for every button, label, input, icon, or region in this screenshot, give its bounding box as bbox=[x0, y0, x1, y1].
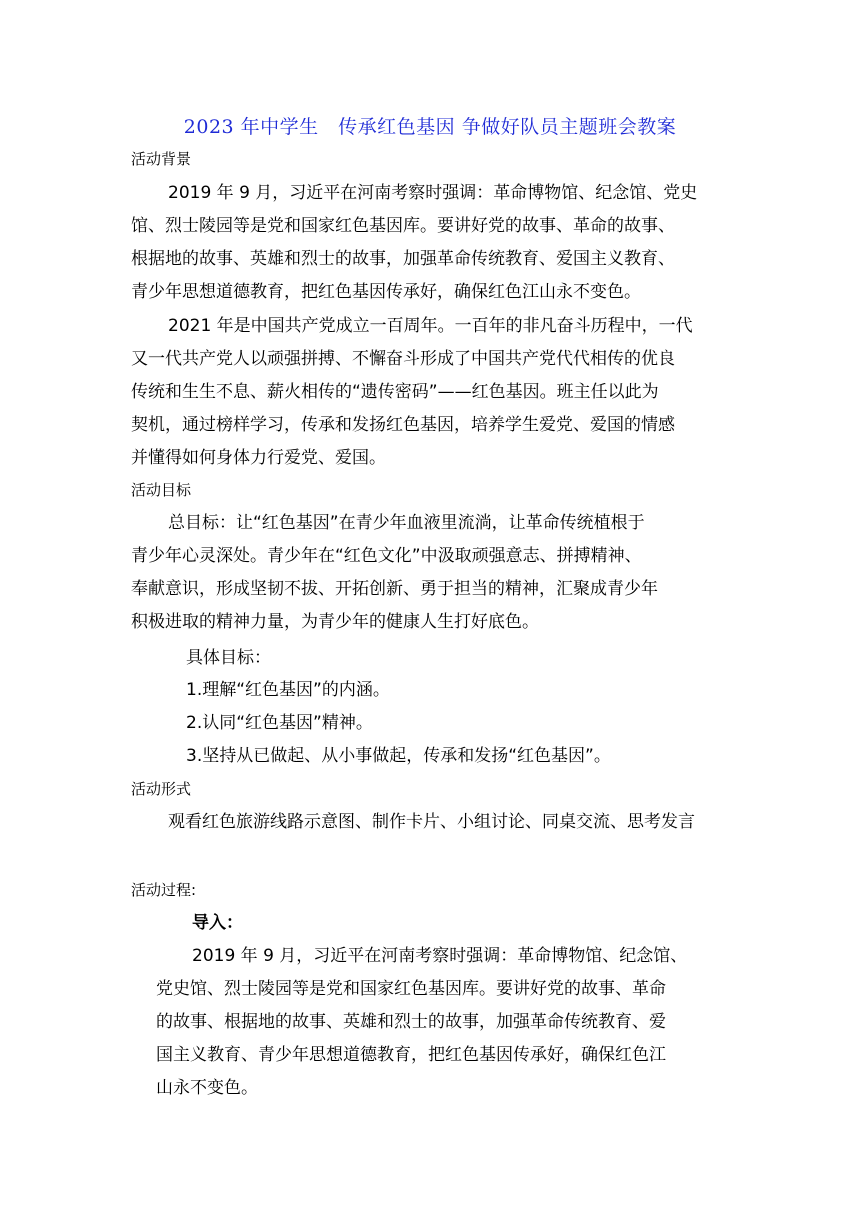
paragraph-line: 总目标：让“红色基因”在青少年血液里流淌，让革命传统植根于 bbox=[168, 513, 645, 533]
paragraph-line: 积极进取的精神力量，为青少年的健康人生打好底色。 bbox=[131, 612, 539, 632]
list-item: 3.坚持从已做起、从小事做起，传承和发扬“红色基因”。 bbox=[186, 746, 611, 766]
section-heading-form: 活动形式 bbox=[131, 780, 192, 798]
paragraph-line: 契机，通过榜样学习，传承和发扬红色基因，培养学生爱党、爱国的情感 bbox=[131, 415, 675, 435]
document-title: 2023 年中学生 传承红色基因 争做好队员主题班会教案 bbox=[183, 116, 677, 138]
paragraph-line: 传统和生生不息、薪火相传的“遗传密码”——红色基因。班主任以此为 bbox=[131, 382, 659, 402]
section-heading-process: 活动过程: bbox=[131, 881, 197, 899]
subheading-intro: 导入： bbox=[192, 913, 243, 933]
list-item: 1.理解“红色基因”的内涵。 bbox=[186, 680, 390, 700]
paragraph-line: 奉献意识，形成坚韧不拔、开拓创新、勇于担当的精神，汇聚成青少年 bbox=[131, 579, 658, 599]
paragraph-line: 2019 年 9 月，习近平在河南考察时强调：革命博物馆、纪念馆、党史 bbox=[168, 183, 698, 203]
paragraph-line: 根据地的故事、英雄和烈士的故事，加强革命传统教育、爱国主义教育、 bbox=[131, 249, 675, 269]
list-item: 2.认同“红色基因”精神。 bbox=[186, 713, 373, 733]
section-heading-background: 活动背景 bbox=[131, 150, 192, 168]
paragraph-line: 青少年心灵深处。青少年在“红色文化”中汲取顽强意志、拼搏精神、 bbox=[131, 546, 642, 566]
paragraph-line: 具体目标： bbox=[186, 648, 271, 668]
paragraph-line: 馆、烈士陵园等是党和国家红色基因库。要讲好党的故事、革命的故事、 bbox=[131, 216, 675, 236]
paragraph-line: 山永不变色。 bbox=[156, 1078, 258, 1098]
paragraph-line: 又一代共产党人以顽强拼搏、不懈奋斗形成了中国共产党代代相传的优良 bbox=[131, 349, 675, 369]
paragraph-line: 观看红色旅游线路示意图、制作卡片、小组讨论、同桌交流、思考发言 bbox=[168, 812, 695, 832]
paragraph-line: 2019 年 9 月，习近平在河南考察时强调：革命博物馆、纪念馆、 bbox=[192, 946, 688, 966]
paragraph-line: 的故事、根据地的故事、英雄和烈士的故事，加强革命传统教育、爱 bbox=[156, 1012, 666, 1032]
paragraph-line: 党史馆、烈士陵园等是党和国家红色基因库。要讲好党的故事、革命 bbox=[156, 979, 666, 999]
paragraph-line: 青少年思想道德教育，把红色基因传承好，确保红色江山永不变色。 bbox=[131, 282, 641, 302]
paragraph-line: 国主义教育、青少年思想道德教育，把红色基因传承好，确保红色江 bbox=[156, 1045, 666, 1065]
paragraph-line: 并懂得如何身体力行爱党、爱国。 bbox=[131, 448, 386, 468]
section-heading-goals: 活动目标 bbox=[131, 481, 192, 499]
paragraph-line: 2021 年是中国共产党成立一百周年。一百年的非凡奋斗历程中，一代 bbox=[168, 316, 693, 336]
